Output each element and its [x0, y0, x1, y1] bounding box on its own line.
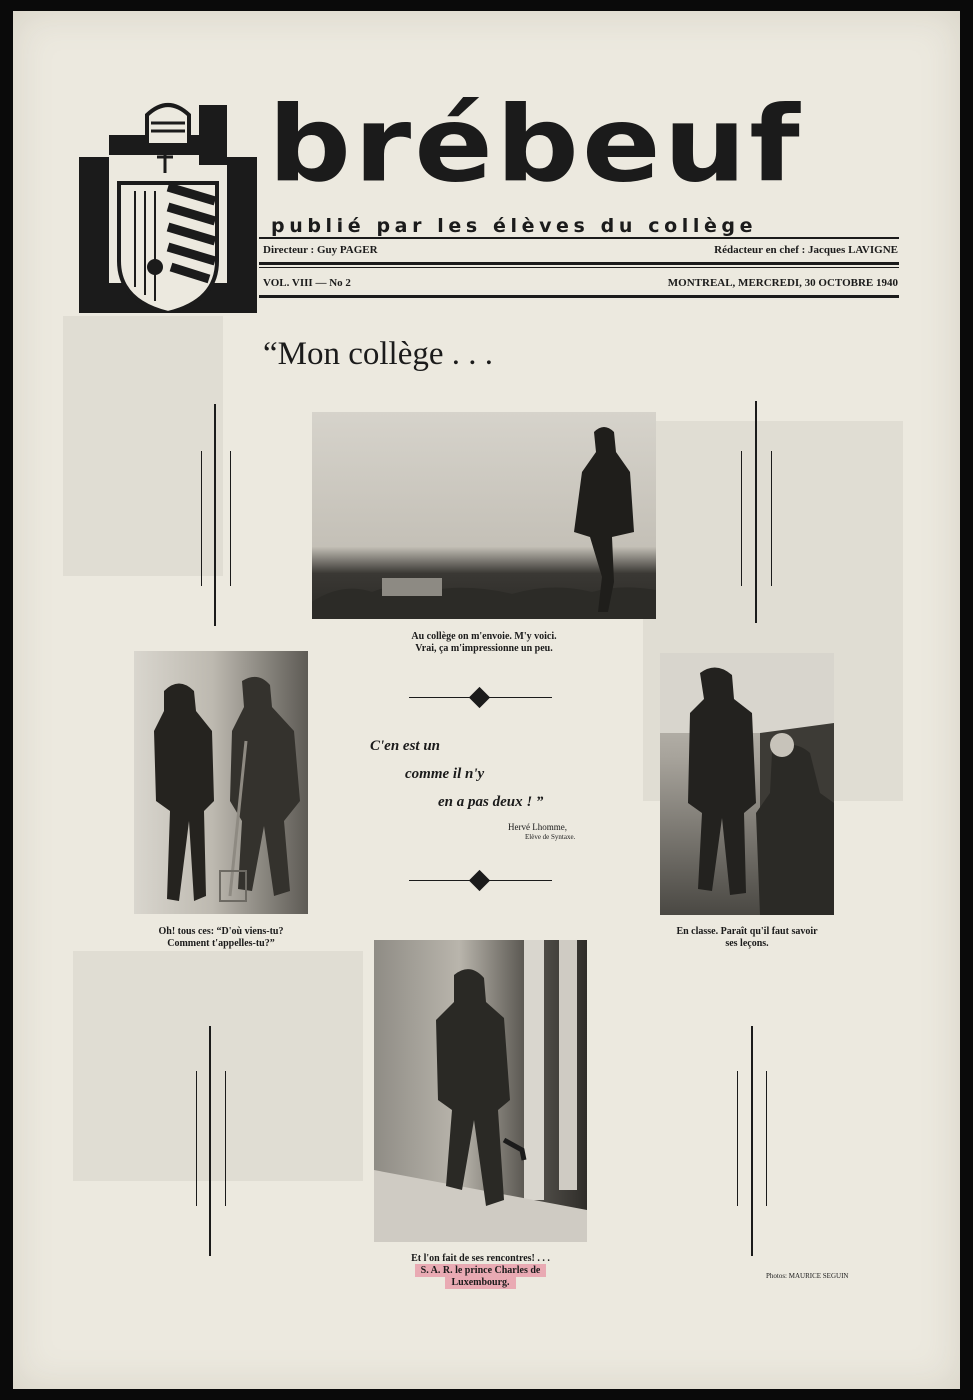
newspaper-page: [13, 11, 960, 1389]
quote-author-note: Elève de Syntaxe.: [525, 833, 576, 841]
caption-line: ses leçons.: [725, 938, 769, 949]
college-crest-logo: [79, 101, 257, 313]
caption-highlight: [349, 1277, 612, 1289]
caption-line: Luxembourg.: [445, 1276, 515, 1289]
volume-line: VOL. VIII — No 2: [263, 277, 351, 289]
caption-line: Et l'on fait de ses rencontres! . . .: [411, 1253, 550, 1264]
decorative-rule: [201, 451, 202, 586]
decorative-rule: [196, 1071, 197, 1206]
headline: “Mon collège . . .: [263, 336, 494, 372]
masthead-subtitle: publié par les élèves du collège: [271, 215, 758, 237]
caption-line: Comment t'appelles-tu?”: [167, 938, 275, 949]
decorative-rule: [209, 1026, 211, 1256]
diamond-ornament: [469, 687, 490, 708]
caption-line: Vrai, ça m'impressionne un peu.: [415, 643, 553, 654]
photo-credit: Photos: MAURICE SEGUIN: [766, 1272, 849, 1280]
caption-line: En classe. Paraît qu'il faut savoir: [676, 926, 818, 937]
caption-line: Oh! tous ces: “D'où viens-tu?: [158, 926, 284, 937]
caption-line: Au collège on m'envoie. M'y voici.: [411, 631, 557, 642]
decorative-rule: [755, 401, 757, 623]
quote-line-2: comme il n'y: [405, 766, 485, 782]
decorative-rule: [214, 404, 216, 626]
decorative-rule: [771, 451, 772, 586]
quote-line-1: C'en est un: [370, 738, 441, 754]
masthead-title: brébeuf: [268, 84, 803, 206]
decorative-rule: [766, 1071, 767, 1206]
caption-line: S. A. R. le prince Charles de: [415, 1264, 547, 1277]
caption-right: [653, 926, 841, 950]
caption-left: [124, 926, 318, 950]
photo-student-walking: [312, 412, 656, 619]
divider: [259, 262, 899, 265]
decorative-rule: [225, 1071, 226, 1206]
photo-students-classroom: [660, 653, 834, 915]
decorative-rule: [737, 1071, 738, 1206]
quote-line-3: en a pas deux ! ”: [438, 794, 544, 810]
divider: [259, 295, 899, 298]
caption-top: [312, 631, 656, 655]
decorative-rule: [751, 1026, 753, 1256]
quote-author: Hervé Lhomme,: [508, 822, 567, 832]
dateline: MONTREAL, MERCREDI, 30 OCTOBRE 1940: [667, 277, 898, 289]
caption-bottom: [349, 1253, 612, 1289]
divider: [259, 267, 899, 268]
decorative-rule: [230, 451, 231, 586]
show-through-text: [73, 951, 363, 1181]
diamond-ornament: [469, 870, 490, 891]
director-line: Directeur : Guy PAGER: [263, 244, 378, 256]
photo-prince-charles: [374, 940, 587, 1242]
photo-students-lacrosse: [134, 651, 308, 914]
decorative-rule: [741, 451, 742, 586]
divider: [259, 237, 899, 239]
show-through-text: [63, 316, 223, 576]
editor-line: Rédacteur en chef : Jacques LAVIGNE: [714, 244, 898, 256]
